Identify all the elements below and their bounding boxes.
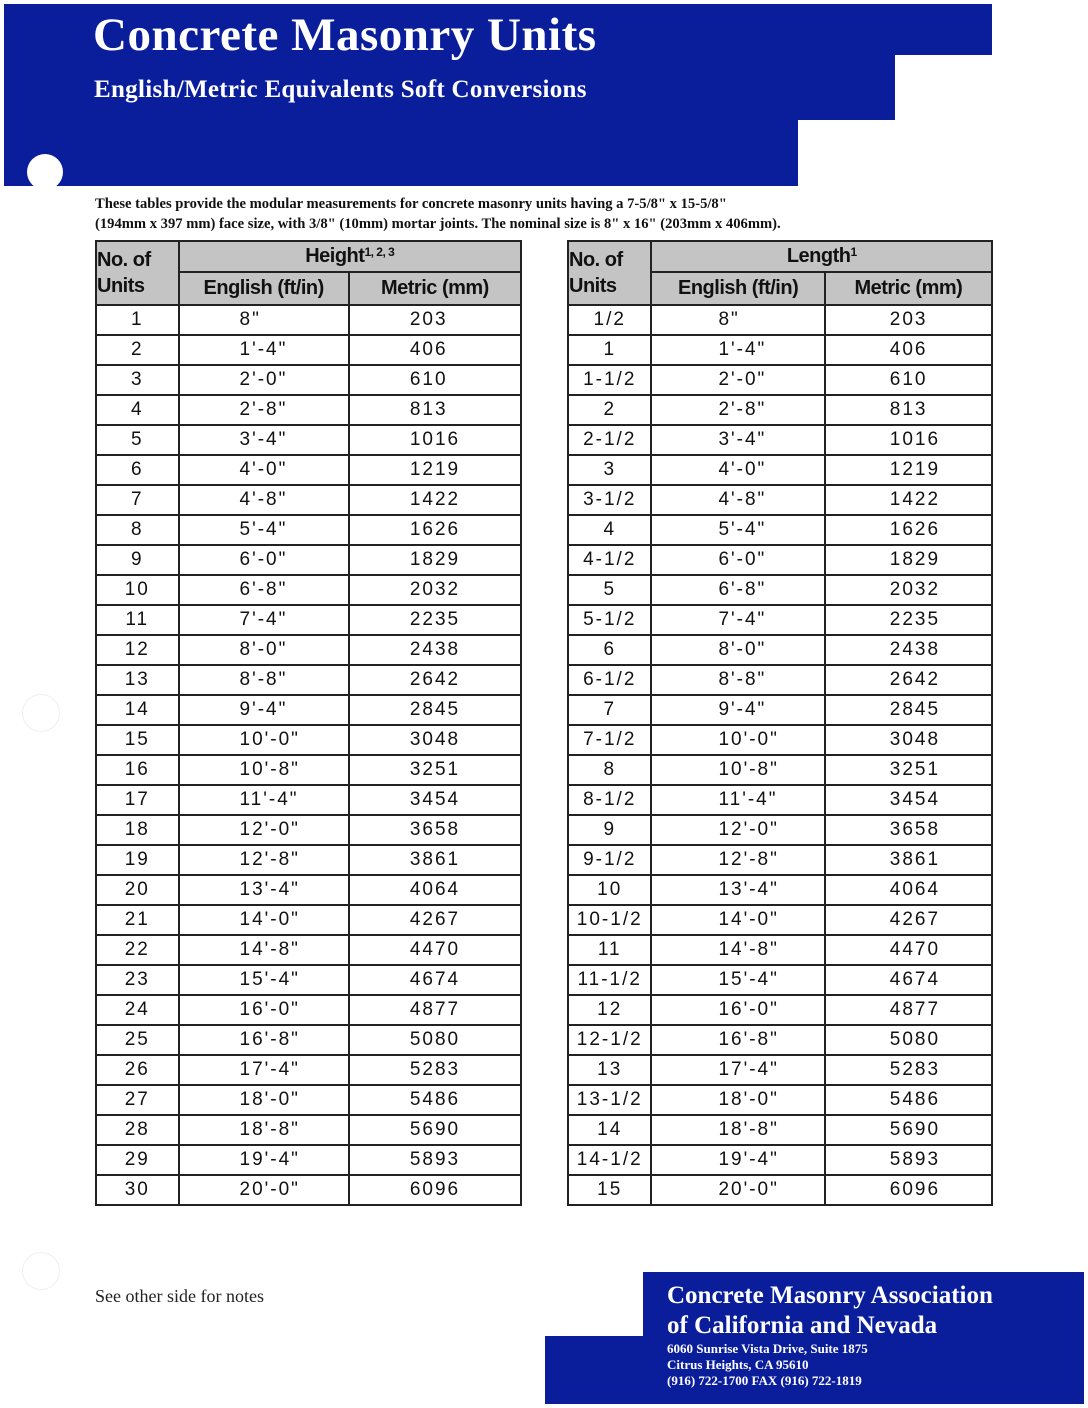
table-row [568,545,992,575]
table-row [96,455,521,485]
intro-line: (194mm x 397 mm) face size, with 3/8" (10mm) mortar joints. The nominal size is 8" x 16" (203mm x 406mm). [95,216,781,232]
english-cell: 8'-8" [179,665,349,695]
english-cell: 14'-8" [651,935,824,965]
table-row [568,1145,992,1175]
english-cell: 10'-0" [179,725,349,755]
english-cell: 19'-4" [179,1145,349,1175]
table-row [568,875,992,905]
english-cell: 19'-4" [651,1145,824,1175]
english-cell: 6'-0" [651,545,824,575]
table-row [96,995,521,1025]
table-row [96,725,521,755]
units-cell: 1 [96,305,179,335]
units-cell: 7-1/2 [568,725,651,755]
metric-cell: 5080 [349,1025,521,1055]
table-row [568,665,992,695]
english-cell: 7'-4" [179,605,349,635]
metric-cell: 4470 [825,935,992,965]
english-column-header: English (ft/in) [651,272,824,305]
table-row [96,1145,521,1175]
english-cell: 10'-0" [651,725,824,755]
metric-cell: 1829 [349,545,521,575]
metric-cell: 3048 [349,725,521,755]
units-column-header [568,241,651,305]
units-cell: 9-1/2 [568,845,651,875]
english-cell: 6'-0" [179,545,349,575]
units-cell: 14-1/2 [568,1145,651,1175]
height-table-body [96,305,521,1205]
units-cell: 14 [96,695,179,725]
metric-cell: 4267 [349,905,521,935]
punch-hole [22,1252,60,1290]
english-cell: 8" [651,305,824,335]
units-cell: 14 [568,1115,651,1145]
english-cell: 17'-4" [179,1055,349,1085]
table-row [96,695,521,725]
units-cell: 1 [568,335,651,365]
metric-cell: 3251 [349,755,521,785]
metric-cell: 1829 [825,545,992,575]
units-cell: 13 [96,665,179,695]
units-cell: 24 [96,995,179,1025]
table-row [96,395,521,425]
metric-column-header: Metric (mm) [825,272,992,305]
units-cell: 2-1/2 [568,425,651,455]
english-cell: 18'-8" [651,1115,824,1145]
units-header-line: Units [97,275,145,297]
english-cell: 16'-0" [651,995,824,1025]
table-row [568,305,992,335]
table-row [96,935,521,965]
units-cell: 27 [96,1085,179,1115]
english-cell: 16'-8" [179,1025,349,1055]
english-cell: 4'-8" [651,485,824,515]
table-row [568,755,992,785]
units-cell: 10 [96,575,179,605]
units-header-line: Units [569,275,617,297]
units-cell: 11 [568,935,651,965]
punch-hole [22,694,60,732]
units-cell: 30 [96,1175,179,1205]
units-cell: 5 [96,425,179,455]
english-cell: 4'-0" [179,455,349,485]
table-row [568,695,992,725]
units-cell: 13-1/2 [568,1085,651,1115]
metric-cell: 5690 [825,1115,992,1145]
english-cell: 11'-4" [651,785,824,815]
units-cell: 22 [96,935,179,965]
table-row [96,305,521,335]
metric-cell: 3454 [825,785,992,815]
units-cell: 12 [96,635,179,665]
metric-cell: 2845 [349,695,521,725]
units-cell: 9 [96,545,179,575]
units-cell: 4 [96,395,179,425]
units-cell: 8 [568,755,651,785]
metric-cell: 3251 [825,755,992,785]
table-row [568,1085,992,1115]
metric-cell: 203 [349,305,521,335]
units-cell: 9 [568,815,651,845]
english-cell: 11'-4" [179,785,349,815]
english-cell: 14'-8" [179,935,349,965]
table-row [568,1055,992,1085]
table-row [96,1025,521,1055]
metric-cell: 5080 [825,1025,992,1055]
metric-cell: 406 [349,335,521,365]
metric-cell: 1016 [349,425,521,455]
phone-line: (916) 722-1700 FAX (916) 722-1819 [667,1373,862,1388]
english-cell: 18'-0" [179,1085,349,1115]
length-group-header [651,241,992,272]
table-row [568,605,992,635]
units-header-line: No. of [97,249,151,271]
metric-cell: 5283 [349,1055,521,1085]
units-cell: 1/2 [568,305,651,335]
english-cell: 4'-0" [651,455,824,485]
units-cell: 10 [568,875,651,905]
units-column-header [96,241,179,305]
table-row [96,965,521,995]
metric-cell: 4267 [825,905,992,935]
page-subtitle: English/Metric Equivalents Soft Conversions [94,76,587,103]
english-cell: 5'-4" [179,515,349,545]
metric-cell: 4877 [825,995,992,1025]
metric-cell: 2032 [349,575,521,605]
units-cell: 17 [96,785,179,815]
table-row [568,785,992,815]
english-cell: 13'-4" [651,875,824,905]
english-cell: 16'-8" [651,1025,824,1055]
metric-cell: 4470 [349,935,521,965]
units-cell: 6 [96,455,179,485]
address-line: Citrus Heights, CA 95610 [667,1357,809,1372]
units-cell: 15 [96,725,179,755]
metric-cell: 4877 [349,995,521,1025]
english-cell: 15'-4" [179,965,349,995]
footnote-marker: 1, 2, 3 [364,245,395,259]
english-cell: 14'-0" [179,905,349,935]
table-row [96,845,521,875]
english-cell: 8'-0" [651,635,824,665]
table-row [568,725,992,755]
metric-cell: 5893 [825,1145,992,1175]
english-cell: 6'-8" [179,575,349,605]
english-cell: 20'-0" [651,1175,824,1205]
table-row [96,905,521,935]
english-cell: 6'-8" [651,575,824,605]
english-cell: 12'-8" [179,845,349,875]
english-cell: 10'-8" [179,755,349,785]
units-cell: 19 [96,845,179,875]
units-cell: 12-1/2 [568,1025,651,1055]
footnote-marker: 1 [850,245,857,259]
metric-cell: 2642 [825,665,992,695]
table-row [568,335,992,365]
units-header-line: No. of [569,249,623,271]
page-title: Concrete Masonry Units [93,9,597,61]
units-cell: 3-1/2 [568,485,651,515]
metric-cell: 3861 [825,845,992,875]
association-name-line: of California and Nevada [667,1312,938,1339]
english-cell: 7'-4" [651,605,824,635]
units-cell: 23 [96,965,179,995]
units-cell: 5-1/2 [568,605,651,635]
table-row [96,1085,521,1115]
table-row [96,485,521,515]
metric-cell: 1422 [349,485,521,515]
metric-cell: 2032 [825,575,992,605]
metric-cell: 4064 [825,875,992,905]
english-cell: 18'-8" [179,1115,349,1145]
metric-cell: 6096 [825,1175,992,1205]
english-cell: 12'-8" [651,845,824,875]
table-row [568,515,992,545]
table-row [96,635,521,665]
english-cell: 2'-8" [179,395,349,425]
header-banner-step [4,120,798,186]
metric-cell: 3048 [825,725,992,755]
table-row [568,1115,992,1145]
association-address [667,1341,868,1389]
metric-cell: 813 [349,395,521,425]
units-cell: 2 [96,335,179,365]
table-row [568,815,992,845]
table-row [568,455,992,485]
table-row [96,755,521,785]
metric-cell: 2235 [349,605,521,635]
english-cell: 13'-4" [179,875,349,905]
units-cell: 8 [96,515,179,545]
height-group-header [179,241,521,272]
units-cell: 6 [568,635,651,665]
metric-cell: 2845 [825,695,992,725]
length-header-label: Length [786,245,851,267]
intro-paragraph [95,194,995,234]
table-row [96,875,521,905]
english-cell: 8'-8" [651,665,824,695]
english-cell: 2'-0" [651,365,824,395]
metric-cell: 1219 [825,455,992,485]
metric-cell: 203 [825,305,992,335]
metric-cell: 3658 [825,815,992,845]
english-column-header: English (ft/in) [179,272,349,305]
table-row [96,665,521,695]
units-cell: 8-1/2 [568,785,651,815]
table-row [96,515,521,545]
english-cell: 15'-4" [651,965,824,995]
association-name [667,1281,993,1341]
units-cell: 28 [96,1115,179,1145]
units-cell: 15 [568,1175,651,1205]
units-cell: 3 [96,365,179,395]
punch-hole [27,154,63,190]
english-cell: 18'-0" [651,1085,824,1115]
english-cell: 16'-0" [179,995,349,1025]
height-conversion-table [95,240,522,1206]
metric-cell: 1422 [825,485,992,515]
english-cell: 9'-4" [651,695,824,725]
table-row [96,335,521,365]
english-cell: 5'-4" [651,515,824,545]
english-cell: 3'-4" [179,425,349,455]
association-name-line: Concrete Masonry Association [667,1282,993,1309]
height-header-label: Height [305,245,365,267]
table-row [96,575,521,605]
length-conversion-table [567,240,993,1206]
english-cell: 12'-0" [179,815,349,845]
english-cell: 2'-8" [651,395,824,425]
units-cell: 13 [568,1055,651,1085]
metric-cell: 610 [349,365,521,395]
metric-cell: 6096 [349,1175,521,1205]
metric-cell: 5690 [349,1115,521,1145]
units-cell: 10-1/2 [568,905,651,935]
table-row [568,485,992,515]
metric-cell: 1219 [349,455,521,485]
metric-cell: 5283 [825,1055,992,1085]
metric-cell: 3658 [349,815,521,845]
english-cell: 20'-0" [179,1175,349,1205]
english-cell: 14'-0" [651,905,824,935]
table-row [568,575,992,605]
english-cell: 2'-0" [179,365,349,395]
table-row [568,635,992,665]
metric-cell: 2438 [825,635,992,665]
metric-cell: 4064 [349,875,521,905]
table-row [96,815,521,845]
footer-note: See other side for notes [95,1286,264,1306]
metric-cell: 5893 [349,1145,521,1175]
metric-cell: 2642 [349,665,521,695]
table-row [96,425,521,455]
units-cell: 6-1/2 [568,665,651,695]
metric-cell: 5486 [825,1085,992,1115]
metric-cell: 3454 [349,785,521,815]
metric-cell: 813 [825,395,992,425]
table-row [96,1115,521,1145]
metric-cell: 610 [825,365,992,395]
units-cell: 18 [96,815,179,845]
units-cell: 7 [96,485,179,515]
table-row [96,785,521,815]
units-cell: 7 [568,695,651,725]
table-row [568,905,992,935]
table-row [96,545,521,575]
units-cell: 12 [568,995,651,1025]
units-cell: 5 [568,575,651,605]
english-cell: 1'-4" [651,335,824,365]
table-row [96,1055,521,1085]
table-row [568,365,992,395]
table-row [96,605,521,635]
metric-cell: 406 [825,335,992,365]
metric-cell: 1626 [825,515,992,545]
table-row [568,395,992,425]
metric-cell: 3861 [349,845,521,875]
english-cell: 12'-0" [651,815,824,845]
units-cell: 20 [96,875,179,905]
english-cell: 3'-4" [651,425,824,455]
units-cell: 3 [568,455,651,485]
address-line: 6060 Sunrise Vista Drive, Suite 1875 [667,1341,868,1356]
english-cell: 10'-8" [651,755,824,785]
units-cell: 26 [96,1055,179,1085]
english-cell: 1'-4" [179,335,349,365]
intro-line: These tables provide the modular measurements for concrete masonry units having a 7-5/8" x 15-5/8" [95,196,727,212]
units-cell: 11 [96,605,179,635]
table-row [568,1175,992,1205]
english-cell: 9'-4" [179,695,349,725]
units-cell: 4-1/2 [568,545,651,575]
english-cell: 8'-0" [179,635,349,665]
metric-cell: 2438 [349,635,521,665]
table-row [568,995,992,1025]
table-row [96,365,521,395]
units-cell: 11-1/2 [568,965,651,995]
metric-cell: 4674 [349,965,521,995]
english-cell: 8" [179,305,349,335]
table-row [568,1025,992,1055]
units-cell: 16 [96,755,179,785]
english-cell: 17'-4" [651,1055,824,1085]
units-cell: 29 [96,1145,179,1175]
units-cell: 4 [568,515,651,545]
units-cell: 21 [96,905,179,935]
table-row [568,425,992,455]
metric-cell: 2235 [825,605,992,635]
metric-cell: 4674 [825,965,992,995]
metric-column-header: Metric (mm) [349,272,521,305]
units-cell: 1-1/2 [568,365,651,395]
table-row [568,965,992,995]
table-row [568,935,992,965]
units-cell: 25 [96,1025,179,1055]
table-row [568,845,992,875]
length-table-body [568,305,992,1205]
english-cell: 4'-8" [179,485,349,515]
metric-cell: 5486 [349,1085,521,1115]
table-row [96,1175,521,1205]
units-cell: 2 [568,395,651,425]
metric-cell: 1016 [825,425,992,455]
metric-cell: 1626 [349,515,521,545]
